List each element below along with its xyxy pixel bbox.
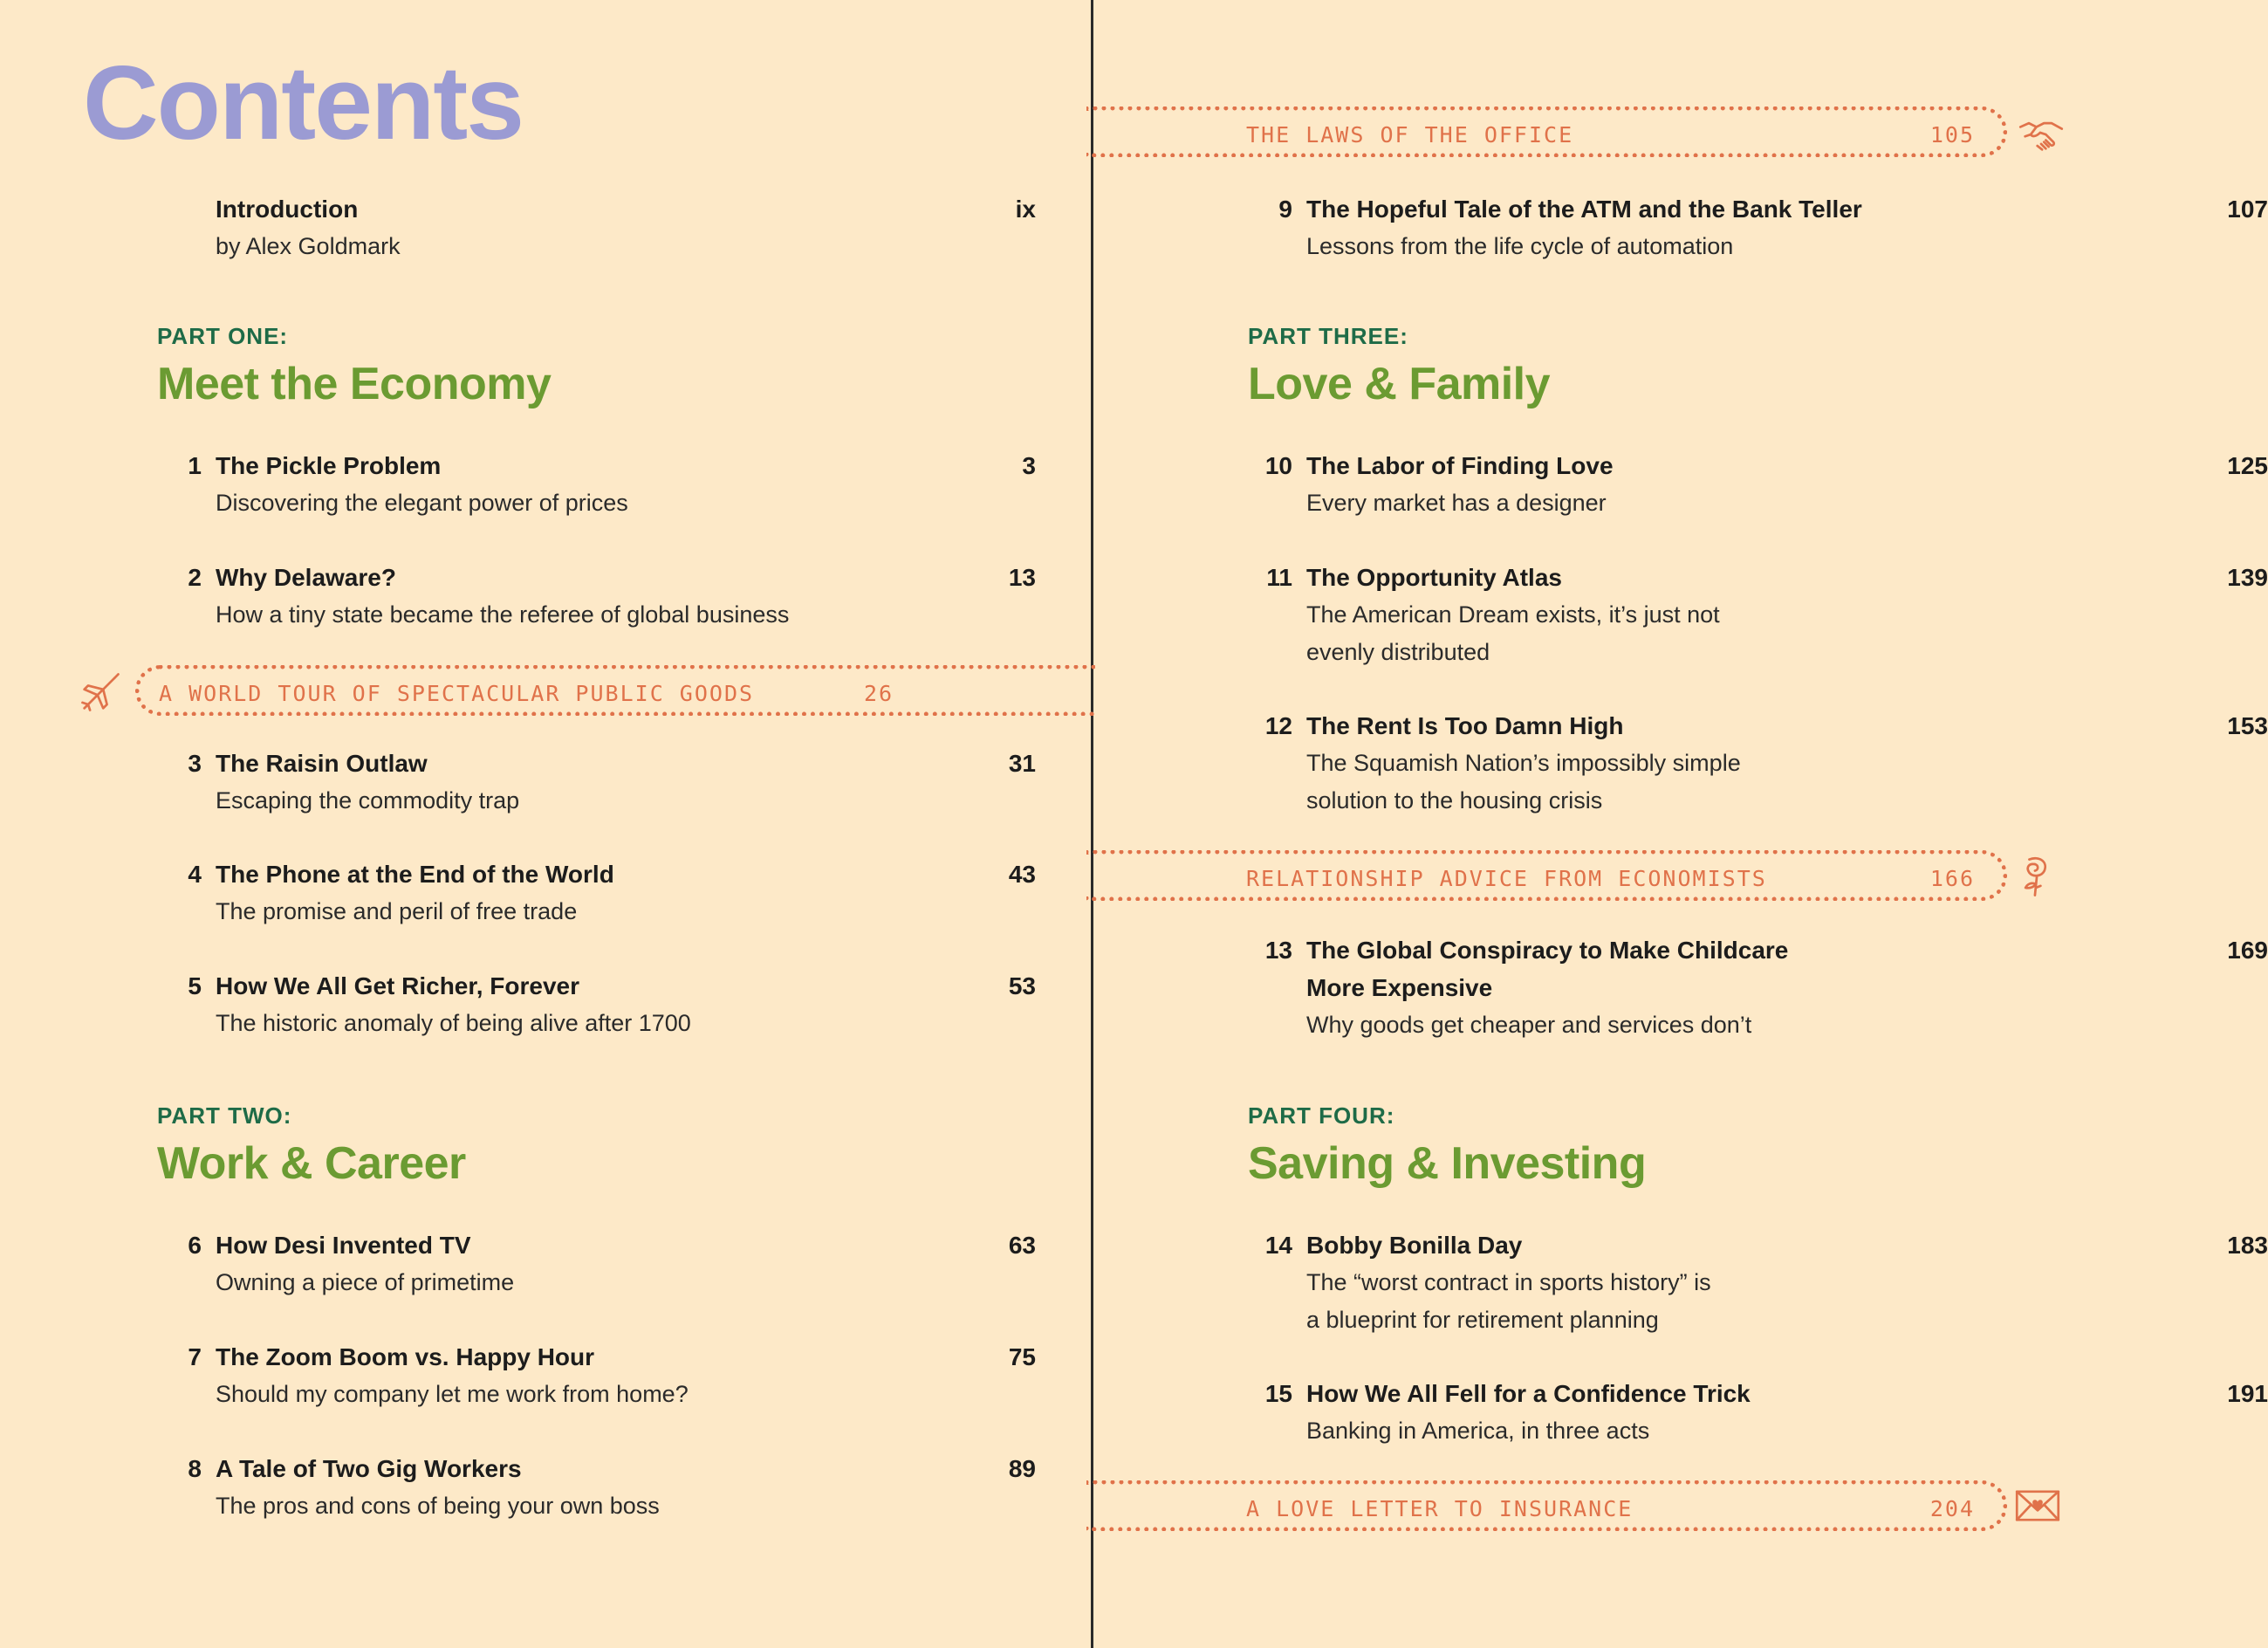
toc-chapter[interactable] — [1264, 707, 2268, 820]
chapter-title: The Zoom Boom vs. Happy Hour — [216, 1343, 595, 1370]
chapter-number: 7 — [188, 1343, 202, 1370]
chapter-subtitle: How a tiny state became the referee of global business — [216, 601, 790, 628]
part-title: Meet the Economy — [157, 359, 552, 409]
sidebar-title: A LOVE LETTER TO INSURANCE — [1246, 1496, 1634, 1521]
envelope-heart-icon — [2014, 1482, 2061, 1529]
chapter-number: 15 — [1264, 1380, 1292, 1407]
chapter-title-line2: More Expensive — [1306, 974, 1493, 1001]
chapter-title: How We All Get Richer, Forever — [216, 972, 580, 999]
chapter-number: 8 — [188, 1455, 202, 1482]
chapter-number: 5 — [188, 972, 202, 999]
toc-chapter[interactable] — [1266, 559, 2268, 671]
toc-intro[interactable] — [216, 190, 1036, 265]
part-label: PART TWO: — [157, 1102, 292, 1129]
chapter-title: The Rent Is Too Damn High — [1306, 712, 1624, 739]
chapter-subtitle: Banking in America, in three acts — [1306, 1418, 1650, 1444]
chapter-title: The Hopeful Tale of the ATM and the Bank Teller — [1306, 196, 1862, 223]
handshake-icon — [2018, 110, 2065, 157]
chapter-title: A Tale of Two Gig Workers — [216, 1455, 522, 1482]
chapter-page: 75 — [1008, 1343, 1036, 1370]
rose-icon — [2012, 852, 2059, 899]
chapter-title: How Desi Invented TV — [216, 1232, 471, 1259]
chapter-page: 169 — [2227, 937, 2268, 964]
chapter-page: 125 — [2227, 452, 2268, 479]
chapter-number: 4 — [188, 861, 202, 888]
toc-chapter[interactable] — [188, 1338, 1036, 1413]
chapter-title: The Phone at the End of the World — [216, 861, 614, 888]
chapter-subtitle: Lessons from the life cycle of automation — [1306, 233, 1734, 259]
sidebar-page: 166 — [1929, 866, 1975, 891]
chapter-page: 3 — [1022, 452, 1036, 479]
chapter-page: 191 — [2227, 1380, 2268, 1407]
sidebar-page: 26 — [864, 681, 894, 706]
chapter-page: 13 — [1008, 564, 1036, 591]
chapter-subtitle: Every market has a designer — [1306, 490, 1607, 516]
toc-chapter[interactable] — [1264, 1226, 2268, 1339]
chapter-number: 10 — [1264, 452, 1292, 479]
chapter-number: 14 — [1264, 1232, 1292, 1259]
part-label: PART ONE: — [157, 323, 289, 349]
chapter-title: The Raisin Outlaw — [216, 750, 428, 777]
part-title: Saving & Investing — [1248, 1138, 1647, 1189]
chapter-subtitle: Owning a piece of primetime — [216, 1269, 515, 1295]
chapter-page: 139 — [2227, 564, 2268, 591]
chapter-number: 9 — [1278, 196, 1292, 223]
chapter-subtitle: The historic anomaly of being alive after 1700 — [216, 1010, 691, 1036]
intro-title: Introduction — [216, 196, 359, 223]
toc-chapter[interactable] — [1264, 447, 2268, 522]
toc-chapter[interactable] — [188, 1226, 1036, 1301]
chapter-subtitle: The pros and cons of being your own boss — [216, 1493, 660, 1519]
intro-page: ix — [1015, 196, 1036, 223]
chapter-page: 153 — [2227, 712, 2268, 739]
chapter-number: 6 — [188, 1232, 202, 1259]
intro-byline: by Alex Goldmark — [216, 233, 401, 259]
chapter-page: 31 — [1008, 750, 1036, 777]
chapter-subtitle-line2: solution to the housing crisis — [1306, 787, 1603, 814]
airplane-icon — [77, 669, 124, 716]
sidebar-title: A WORLD TOUR OF SPECTACULAR PUBLIC GOODS — [159, 681, 755, 706]
chapter-title: Why Delaware? — [216, 564, 396, 591]
part-title: Work & Career — [157, 1138, 466, 1189]
toc-chapter[interactable] — [188, 1450, 1036, 1525]
chapter-subtitle: Escaping the commodity trap — [216, 787, 520, 814]
chapter-subtitle: Discovering the elegant power of prices — [216, 490, 628, 516]
sidebar-feature[interactable] — [1086, 850, 2007, 901]
toc-chapter[interactable] — [188, 447, 1036, 522]
part-title: Love & Family — [1248, 359, 1551, 409]
toc-chapter[interactable] — [188, 967, 1036, 1042]
chapter-subtitle: The American Dream exists, it’s just not — [1306, 601, 1720, 628]
chapter-title: Bobby Bonilla Day — [1306, 1232, 1523, 1259]
chapter-page: 183 — [2227, 1232, 2268, 1259]
part-label: PART FOUR: — [1248, 1102, 1395, 1129]
chapter-number: 11 — [1266, 564, 1292, 591]
chapter-page: 107 — [2227, 196, 2268, 223]
toc-chapter[interactable] — [188, 745, 1036, 820]
part-label: PART THREE: — [1248, 323, 1408, 349]
page-gutter — [1091, 0, 1093, 1648]
toc-chapter[interactable] — [1264, 931, 2268, 1044]
sidebar-feature[interactable] — [135, 665, 1095, 716]
chapter-subtitle: Why goods get cheaper and services don’t — [1306, 1012, 1752, 1038]
chapter-title: The Opportunity Atlas — [1306, 564, 1562, 591]
chapter-title: The Pickle Problem — [216, 452, 442, 479]
sidebar-page: 204 — [1929, 1496, 1975, 1521]
sidebar-page: 105 — [1929, 122, 1975, 148]
chapter-subtitle: Should my company let me work from home? — [216, 1381, 689, 1407]
chapter-title: How We All Fell for a Confidence Trick — [1306, 1380, 1751, 1407]
chapter-subtitle: The promise and peril of free trade — [216, 898, 578, 924]
toc-chapter[interactable] — [1264, 1375, 2268, 1450]
chapter-number: 13 — [1264, 937, 1292, 964]
sidebar-title: RELATIONSHIP ADVICE FROM ECONOMISTS — [1246, 866, 1767, 891]
chapter-subtitle-line2: a blueprint for retirement planning — [1306, 1307, 1659, 1333]
sidebar-feature[interactable] — [1086, 1480, 2007, 1531]
toc-chapter[interactable] — [188, 559, 1036, 634]
chapter-page: 53 — [1008, 972, 1036, 999]
chapter-title: The Global Conspiracy to Make Childcare — [1306, 937, 1789, 964]
chapter-page: 43 — [1008, 861, 1036, 888]
chapter-number: 3 — [188, 750, 202, 777]
sidebar-feature[interactable] — [1086, 106, 2007, 157]
chapter-subtitle: The “worst contract in sports history” is — [1306, 1269, 1711, 1295]
chapter-number: 2 — [188, 564, 202, 591]
chapter-subtitle-line2: evenly distributed — [1306, 639, 1490, 665]
chapter-number: 12 — [1264, 712, 1292, 739]
chapter-subtitle: The Squamish Nation’s impossibly simple — [1306, 750, 1741, 776]
chapter-page: 89 — [1008, 1455, 1036, 1482]
toc-chapter[interactable] — [188, 855, 1036, 930]
chapter-number: 1 — [188, 452, 202, 479]
chapter-page: 63 — [1008, 1232, 1036, 1259]
toc-chapter[interactable] — [1278, 190, 2268, 265]
chapter-title: The Labor of Finding Love — [1306, 452, 1614, 479]
page-title: Contents — [83, 45, 523, 161]
sidebar-title: THE LAWS OF THE OFFICE — [1246, 122, 1574, 148]
